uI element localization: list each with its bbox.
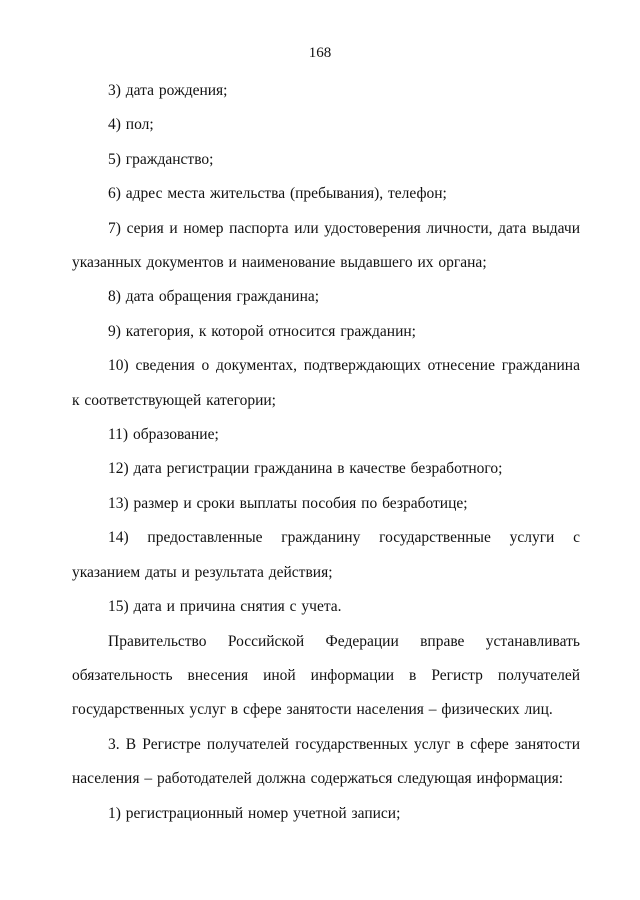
document-body xyxy=(72,74,580,831)
paragraph-item-10-category-documents: 10) сведения о документах, подтверждающих отнесение гражданина к соответствующей категории; xyxy=(72,357,580,409)
paragraph-item-3-birth-date: 3) дата рождения; xyxy=(108,82,228,99)
paragraph-item-6-address: 6) адрес места жительства (пребывания), телефон; xyxy=(108,185,447,203)
paragraph-section-3-employers: 3. В Регистре получателей государственных услуг в сфере занятости населения – работодателей должна содержаться следующая информация: xyxy=(72,735,580,788)
paragraph-item-9-category: 9) категория, к которой относится гражданин; xyxy=(108,322,416,340)
paragraph-item-8-application-date: 8) дата обращения гражданина; xyxy=(108,288,320,306)
paragraph-item-14-services: 14) предоставленные гражданину государственные услуги с указанием даты и результата действия; xyxy=(72,529,580,581)
paragraph-item-13-benefit: 13) размер и сроки выплаты пособия по безработице; xyxy=(108,494,468,512)
paragraph-item-12-registration-date: 12) дата регистрации гражданина в качестве безработного; xyxy=(108,460,503,478)
paragraph-item-11-education: 11) образование; xyxy=(108,426,219,444)
paragraph-item-5-citizenship: 5) гражданство; xyxy=(108,150,214,168)
paragraph-government-right: Правительство Российской Федерации вправе устанавливать обязательность внесения иной информации в Регистр получателей государственных услуг в сфере занятости населения – физических лиц. xyxy=(72,632,580,719)
paragraph-item-4-sex: 4) пол; xyxy=(108,116,154,134)
paragraph-item-7-passport: 7) серия и номер паспорта или удостоверения личности, дата выдачи указанных документов и наименование выдавшего их органа; xyxy=(72,219,580,272)
paragraph-item-15-deregistration: 15) дата и причина снятия с учета. xyxy=(108,598,342,616)
page-number: 168 xyxy=(308,45,332,61)
paragraph-item-1-record-number: 1) регистрационный номер учетной записи; xyxy=(108,804,401,822)
